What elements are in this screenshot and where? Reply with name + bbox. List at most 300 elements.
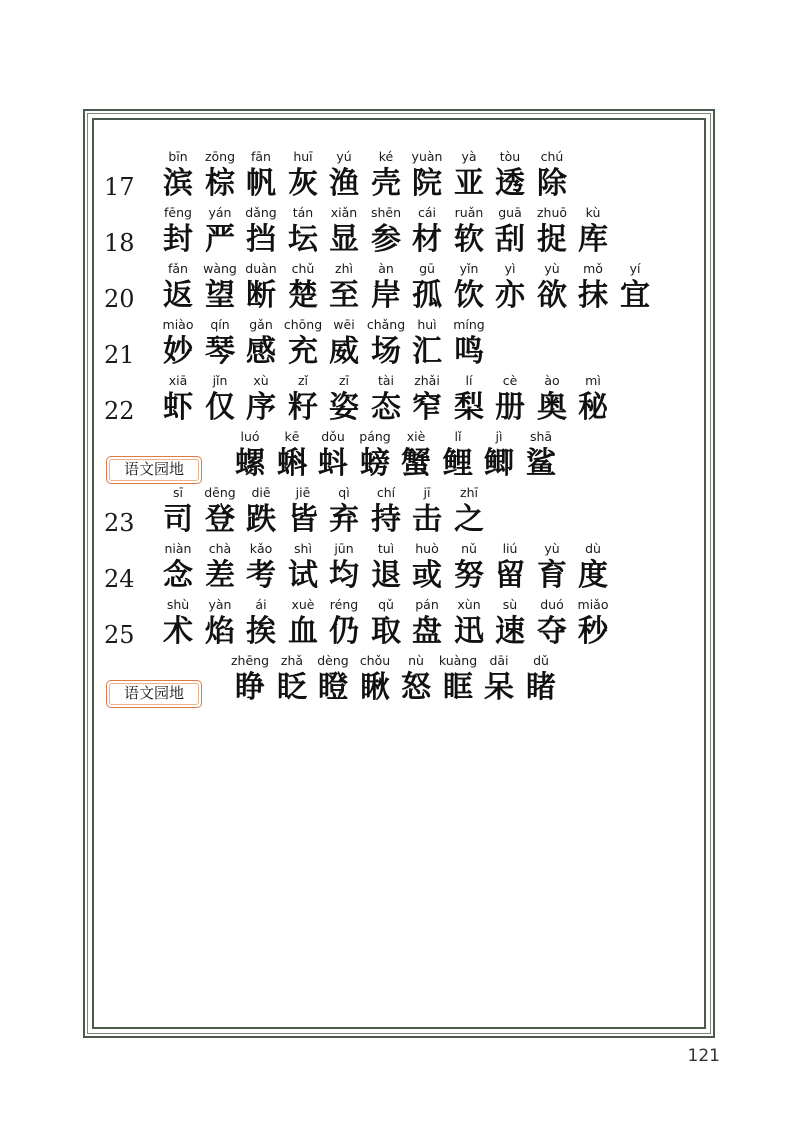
character-cell: [313, 428, 353, 482]
character-cell: [241, 596, 281, 650]
character-cell: [407, 204, 447, 258]
hanzi: 充: [288, 334, 318, 369]
pinyin: yà: [461, 149, 477, 164]
pinyin: huò: [415, 541, 439, 556]
pinyin: tuì: [377, 541, 395, 556]
pinyin: wàng: [203, 261, 237, 276]
hanzi: 序: [246, 390, 276, 425]
lesson-row: [0, 316, 800, 372]
hanzi: 之: [454, 502, 484, 537]
pinyin: lí: [465, 373, 473, 388]
character-cell: [532, 204, 572, 258]
character-cell: [283, 148, 323, 202]
character-cell: [241, 148, 281, 202]
character-cell: [366, 596, 406, 650]
hanzi: 断: [246, 278, 276, 313]
character-cell: [490, 596, 530, 650]
character-cell: [449, 484, 489, 538]
hanzi: 壳: [371, 166, 401, 201]
character-cell: [158, 316, 198, 370]
character-cell: [573, 372, 613, 426]
hanzi: 棕: [205, 166, 235, 201]
hanzi: 孤: [412, 278, 442, 313]
pinyin: ái: [255, 597, 267, 612]
pinyin: gū: [419, 261, 435, 276]
pinyin: dèng: [317, 653, 349, 668]
pinyin: liú: [502, 541, 518, 556]
character-cell: [449, 148, 489, 202]
character-cell: [283, 596, 323, 650]
character-cell: [324, 204, 364, 258]
hanzi: 捉: [537, 222, 567, 257]
hanzi: 渔: [329, 166, 359, 201]
hanzi: 螃: [360, 446, 390, 481]
hanzi: 显: [329, 222, 359, 257]
character-cell: [490, 148, 530, 202]
hanzi: 跌: [246, 502, 276, 537]
pinyin: ào: [544, 373, 560, 388]
character-cell: [324, 540, 364, 594]
character-cell: [283, 372, 323, 426]
lesson-number: 24: [104, 565, 135, 593]
character-cell: [407, 540, 447, 594]
pinyin: wēi: [333, 317, 355, 332]
lesson-number: 23: [104, 509, 135, 537]
character-cell: [355, 428, 395, 482]
character-cell: [532, 596, 572, 650]
character-cell: [396, 428, 436, 482]
hanzi: 蝌: [277, 446, 307, 481]
garden-row: [0, 652, 800, 708]
pinyin: nù: [408, 653, 424, 668]
pinyin: zhī: [460, 485, 478, 500]
character-cell: [241, 204, 281, 258]
character-cell: [283, 484, 323, 538]
hanzi: 睁: [235, 670, 265, 705]
pinyin: yú: [336, 149, 352, 164]
pinyin: ké: [378, 149, 394, 164]
lesson-row: [0, 204, 800, 260]
character-cell: [521, 428, 561, 482]
character-cell: [532, 372, 572, 426]
hanzi: 皆: [288, 502, 318, 537]
pinyin: kuàng: [438, 653, 478, 668]
hanzi: 院: [412, 166, 442, 201]
character-cell: [200, 316, 240, 370]
hanzi: 试: [288, 558, 318, 593]
character-cell: [200, 260, 240, 314]
pinyin: kǎo: [249, 541, 273, 556]
hanzi: 睹: [526, 670, 556, 705]
hanzi: 亚: [454, 166, 484, 201]
hanzi: 姿: [329, 390, 359, 425]
character-cell: [366, 484, 406, 538]
pinyin: duó: [540, 597, 564, 612]
character-cell: [449, 316, 489, 370]
pinyin: nǔ: [461, 541, 477, 556]
character-cell: [407, 260, 447, 314]
pinyin: chǎng: [366, 317, 406, 332]
pinyin: shēn: [370, 205, 402, 220]
pinyin: mǒ: [583, 261, 603, 276]
pinyin: xiǎn: [330, 205, 358, 220]
character-cell: [490, 204, 530, 258]
pinyin: niàn: [164, 541, 192, 556]
hanzi: 返: [163, 278, 193, 313]
hanzi: 鲨: [526, 446, 556, 481]
character-cell: [283, 540, 323, 594]
pinyin: tán: [292, 205, 314, 220]
pinyin: zhǎ: [280, 653, 304, 668]
character-cell: [396, 652, 436, 706]
pinyin: jǐn: [212, 373, 228, 388]
hanzi: 考: [246, 558, 276, 593]
pinyin: páng: [359, 429, 391, 444]
character-cell: [407, 372, 447, 426]
character-cell: [200, 484, 240, 538]
pinyin: huī: [293, 149, 313, 164]
pinyin: yuàn: [411, 149, 443, 164]
character-cell: [200, 372, 240, 426]
hanzi: 梨: [454, 390, 484, 425]
character-cell: [158, 484, 198, 538]
hanzi: 威: [329, 334, 359, 369]
pinyin: fēng: [164, 205, 192, 220]
pinyin: jūn: [334, 541, 354, 556]
character-cell: [241, 540, 281, 594]
hanzi: 至: [329, 278, 359, 313]
character-cell: [366, 372, 406, 426]
pinyin: tài: [377, 373, 395, 388]
pinyin: yí: [629, 261, 641, 276]
character-cell: [313, 652, 353, 706]
hanzi: 登: [205, 502, 235, 537]
character-cell: [272, 428, 312, 482]
hanzi: 籽: [288, 390, 318, 425]
hanzi: 盘: [412, 614, 442, 649]
hanzi: 持: [371, 502, 401, 537]
hanzi: 坛: [288, 222, 318, 257]
pinyin: gǎn: [249, 317, 273, 332]
character-cell: [449, 596, 489, 650]
pinyin: ruǎn: [454, 205, 484, 220]
hanzi: 材: [412, 222, 442, 257]
character-cell: [324, 316, 364, 370]
pinyin: chí: [376, 485, 396, 500]
hanzi: 眨: [277, 670, 307, 705]
character-cell: [479, 428, 519, 482]
hanzi: 司: [163, 502, 193, 537]
character-cell: [449, 260, 489, 314]
character-cell: [241, 260, 281, 314]
pinyin: zhì: [335, 261, 353, 276]
character-cell: [573, 204, 613, 258]
hanzi: 奥: [537, 390, 567, 425]
hanzi: 饮: [454, 278, 484, 313]
pinyin: diē: [251, 485, 271, 500]
character-cell: [324, 484, 364, 538]
hanzi: 血: [288, 614, 318, 649]
pinyin: xuè: [291, 597, 315, 612]
hanzi: 度: [578, 558, 608, 593]
hanzi: 呆: [484, 670, 514, 705]
hanzi: 琴: [205, 334, 235, 369]
character-cell: [532, 148, 572, 202]
hanzi: 刮: [495, 222, 525, 257]
character-cell: [200, 540, 240, 594]
hanzi: 软: [454, 222, 484, 257]
pinyin: xùn: [457, 597, 481, 612]
lesson-row: [0, 260, 800, 316]
hanzi: 欲: [537, 278, 567, 313]
hanzi: 留: [495, 558, 525, 593]
pinyin: mì: [585, 373, 601, 388]
character-cell: [158, 148, 198, 202]
pinyin: qín: [210, 317, 230, 332]
pinyin: dǔ: [533, 653, 549, 668]
hanzi: 鲤: [443, 446, 473, 481]
hanzi: 念: [163, 558, 193, 593]
pinyin: chǒu: [359, 653, 391, 668]
hanzi: 焰: [205, 614, 235, 649]
hanzi: 怒: [401, 670, 431, 705]
garden-badge: 语文园地: [106, 680, 202, 708]
hanzi: 虾: [163, 390, 193, 425]
pinyin: yì: [504, 261, 516, 276]
character-cell: [324, 260, 364, 314]
hanzi: 击: [412, 502, 442, 537]
pinyin: zōng: [204, 149, 236, 164]
hanzi: 仍: [329, 614, 359, 649]
pinyin: sī: [173, 485, 183, 500]
hanzi: 均: [329, 558, 359, 593]
character-cell: [449, 204, 489, 258]
character-cell: [407, 484, 447, 538]
character-cell: [324, 148, 364, 202]
character-cell: [366, 540, 406, 594]
character-cell: [366, 260, 406, 314]
pinyin: réng: [329, 597, 359, 612]
hanzi: 岸: [371, 278, 401, 313]
lesson-row: [0, 484, 800, 540]
hanzi: 迅: [454, 614, 484, 649]
pinyin: yǐn: [459, 261, 479, 276]
character-cell: [407, 316, 447, 370]
pinyin: chōng: [283, 317, 323, 332]
pinyin: fān: [251, 149, 271, 164]
hanzi: 秒: [578, 614, 608, 649]
character-cell: [272, 652, 312, 706]
hanzi: 楚: [288, 278, 318, 313]
lesson-row: [0, 596, 800, 652]
hanzi: 汇: [412, 334, 442, 369]
hanzi: 窄: [412, 390, 442, 425]
character-cell: [324, 596, 364, 650]
hanzi: 妙: [163, 334, 193, 369]
hanzi: 仅: [205, 390, 235, 425]
lesson-number: 17: [104, 173, 135, 201]
lesson-number: 25: [104, 621, 135, 649]
character-cell: [366, 204, 406, 258]
pinyin: miǎo: [577, 597, 609, 612]
lesson-row: [0, 540, 800, 596]
hanzi: 秘: [578, 390, 608, 425]
character-cell: [573, 596, 613, 650]
pinyin: dǎng: [245, 205, 277, 220]
pinyin: jiē: [295, 485, 311, 500]
pinyin: qǔ: [378, 597, 394, 612]
pinyin: cái: [417, 205, 436, 220]
garden-row: [0, 428, 800, 484]
hanzi: 封: [163, 222, 193, 257]
lesson-number: 22: [104, 397, 135, 425]
pinyin: dù: [585, 541, 601, 556]
hanzi: 库: [578, 222, 608, 257]
hanzi: 严: [205, 222, 235, 257]
character-cell: [158, 260, 198, 314]
hanzi: 挡: [246, 222, 276, 257]
pinyin: kù: [585, 205, 601, 220]
character-cell: [438, 428, 478, 482]
pinyin: xiè: [406, 429, 426, 444]
lesson-number: 18: [104, 229, 135, 257]
hanzi: 望: [205, 278, 235, 313]
hanzi: 鸣: [454, 334, 484, 369]
hanzi: 弃: [329, 502, 359, 537]
character-cell: [407, 148, 447, 202]
character-cell: [449, 372, 489, 426]
pinyin: zhēng: [230, 653, 270, 668]
hanzi: 滨: [163, 166, 193, 201]
character-cell: [283, 316, 323, 370]
hanzi: 退: [371, 558, 401, 593]
character-cell: [366, 316, 406, 370]
pinyin: yàn: [208, 597, 232, 612]
hanzi: 灰: [288, 166, 318, 201]
character-cell: [241, 484, 281, 538]
hanzi: 亦: [495, 278, 525, 313]
character-cell: [158, 204, 198, 258]
hanzi: 感: [246, 334, 276, 369]
character-cell: [355, 652, 395, 706]
pinyin: zhuō: [536, 205, 568, 220]
character-cell: [230, 428, 270, 482]
hanzi: 螺: [235, 446, 265, 481]
pinyin: chǔ: [291, 261, 315, 276]
pinyin: shā: [529, 429, 553, 444]
hanzi: 抹: [578, 278, 608, 313]
character-cell: [615, 260, 655, 314]
pinyin: dāi: [489, 653, 509, 668]
hanzi: 或: [412, 558, 442, 593]
pinyin: miào: [162, 317, 194, 332]
pinyin: dǒu: [321, 429, 345, 444]
hanzi: 速: [495, 614, 525, 649]
pinyin: kē: [284, 429, 300, 444]
character-cell: [158, 372, 198, 426]
hanzi: 场: [371, 334, 401, 369]
hanzi: 瞪: [318, 670, 348, 705]
hanzi: 透: [495, 166, 525, 201]
pinyin: guā: [498, 205, 522, 220]
pinyin: sù: [502, 597, 518, 612]
character-cell: [241, 372, 281, 426]
garden-badge: 语文园地: [106, 456, 202, 484]
pinyin: cè: [502, 373, 518, 388]
character-cell: [241, 316, 281, 370]
character-cell: [366, 148, 406, 202]
lesson-number: 20: [104, 285, 135, 313]
lesson-row: [0, 148, 800, 204]
pinyin: tòu: [499, 149, 521, 164]
character-cell: [490, 260, 530, 314]
character-cell: [283, 204, 323, 258]
pinyin: yán: [208, 205, 232, 220]
pinyin: àn: [378, 261, 394, 276]
pinyin: zhǎi: [414, 373, 440, 388]
pinyin: míng: [453, 317, 485, 332]
character-cell: [532, 540, 572, 594]
character-cell: [200, 204, 240, 258]
hanzi: 瞅: [360, 670, 390, 705]
hanzi: 夺: [537, 614, 567, 649]
pinyin: jì: [495, 429, 503, 444]
pinyin: xiā: [168, 373, 188, 388]
lesson-number: 21: [104, 341, 135, 369]
pinyin: duàn: [245, 261, 277, 276]
character-cell: [490, 372, 530, 426]
pinyin: luó: [240, 429, 260, 444]
character-cell: [158, 596, 198, 650]
hanzi: 参: [371, 222, 401, 257]
pinyin: yù: [544, 541, 560, 556]
pinyin: shù: [166, 597, 190, 612]
pinyin: chú: [540, 149, 564, 164]
hanzi: 蚪: [318, 446, 348, 481]
character-cell: [521, 652, 561, 706]
character-cell: [449, 540, 489, 594]
pinyin: zǐ: [297, 373, 309, 388]
pinyin: xù: [253, 373, 269, 388]
hanzi: 差: [205, 558, 235, 593]
pinyin: lǐ: [454, 429, 462, 444]
pinyin: bīn: [168, 149, 188, 164]
character-cell: [158, 540, 198, 594]
pinyin: qì: [338, 485, 350, 500]
pinyin: yù: [544, 261, 560, 276]
character-cell: [479, 652, 519, 706]
hanzi: 努: [454, 558, 484, 593]
hanzi: 术: [163, 614, 193, 649]
character-cell: [200, 596, 240, 650]
page-number: 121: [687, 1046, 720, 1066]
hanzi: 态: [371, 390, 401, 425]
hanzi: 育: [537, 558, 567, 593]
hanzi: 挨: [246, 614, 276, 649]
hanzi: 除: [537, 166, 567, 201]
character-cell: [573, 260, 613, 314]
hanzi: 鲫: [484, 446, 514, 481]
pinyin: zī: [338, 373, 350, 388]
hanzi: 帆: [246, 166, 276, 201]
hanzi: 册: [495, 390, 525, 425]
character-cell: [283, 260, 323, 314]
character-cell: [532, 260, 572, 314]
hanzi: 宜: [620, 278, 650, 313]
pinyin: fǎn: [168, 261, 188, 276]
character-cell: [200, 148, 240, 202]
character-cell: [230, 652, 270, 706]
